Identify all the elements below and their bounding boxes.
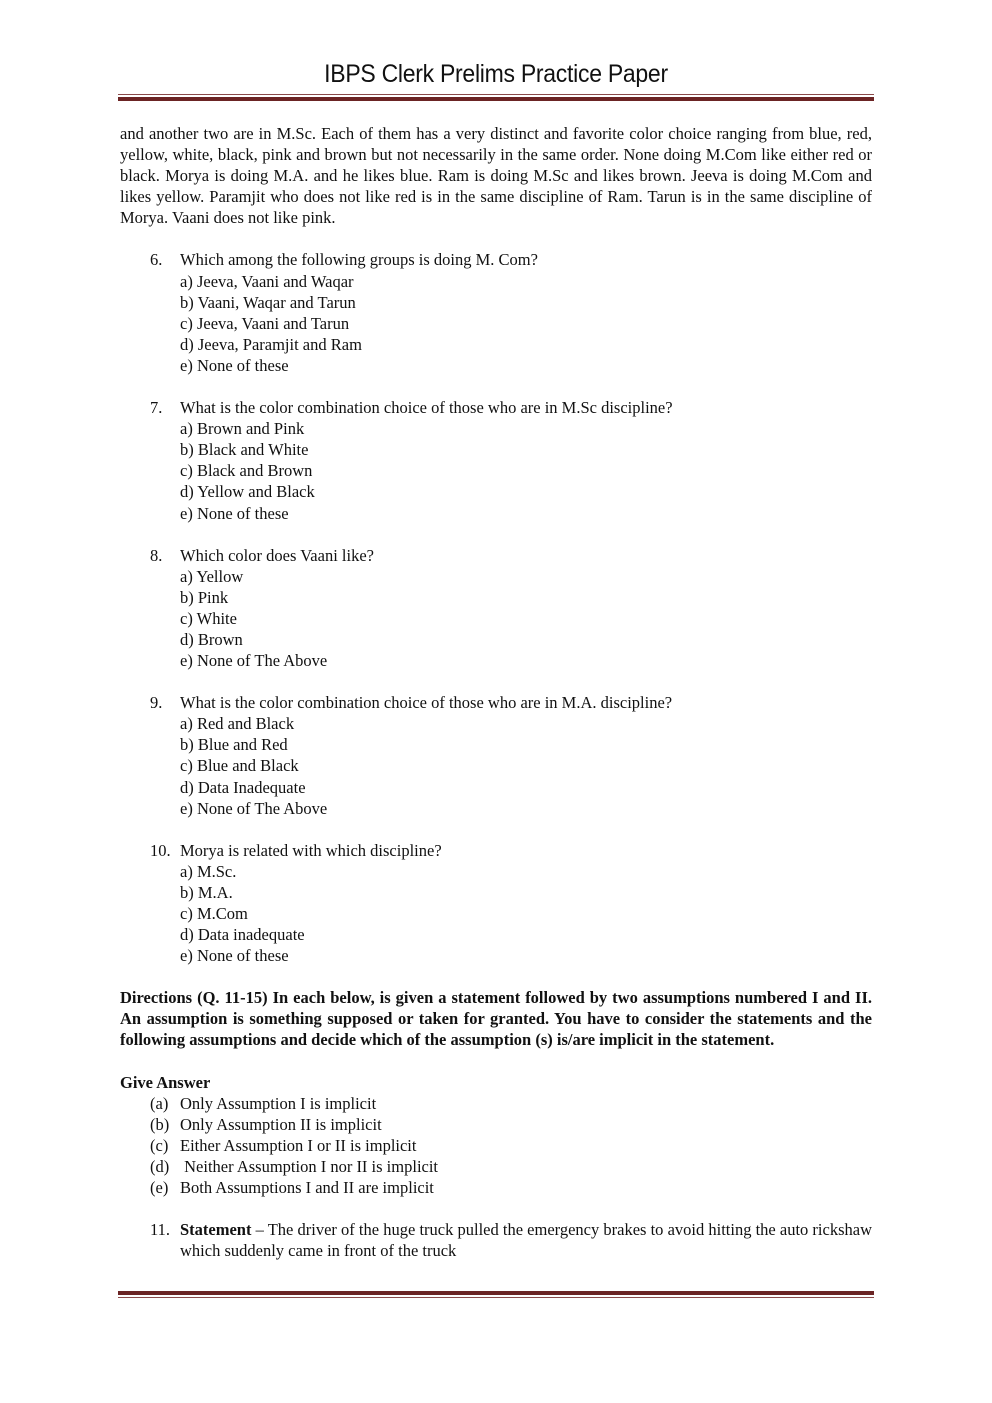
answer-option: a) Brown and Pink <box>180 419 305 439</box>
footer-rule-thick <box>118 1291 874 1295</box>
header-rule-thick <box>118 97 874 101</box>
answer-option: c) M.Com <box>180 904 248 923</box>
answer-key-option <box>120 1177 872 1198</box>
page-title: IBPS Clerk Prelims Practice Paper <box>324 60 668 88</box>
question-block <box>120 249 872 376</box>
answer-option: b) M.A. <box>180 882 233 902</box>
option-text: Neither Assumption I nor II is implicit <box>180 1156 439 1176</box>
question-block <box>120 397 872 524</box>
answer-key-option <box>120 1156 872 1177</box>
option-text: Only Assumption II is implicit <box>180 1114 382 1134</box>
header-rule-thin <box>118 94 874 95</box>
question-number: 6. <box>150 250 163 270</box>
question-text: What is the color combination choice of those who are in M.Sc discipline? <box>180 398 673 418</box>
option-letter: (c) <box>150 1135 169 1155</box>
answer-option: c) Black and Brown <box>180 461 313 481</box>
option-text: Only Assumption I is implicit <box>180 1093 377 1113</box>
question-number: 8. <box>150 545 163 565</box>
option-letter: (a) <box>150 1093 169 1113</box>
answer-option: d) Jeeva, Paramjit and Ram <box>180 334 362 354</box>
passage: and another two are in M.Sc. Each of them has a very distinct and favorite color choice ranging from blue, red, yellow, white, black, pink and brown but not necessarily in the same order. None doing M.Com like either red or black. Morya is doing M.A. and he likes blue. Ram is doing M.Sc and likes brown. Jeeva is doing M.Com and likes yellow. Paramjit who does not like red is in the same discipline of Ram. Tarun is in the same discipline of Morya. Vaani does not like pink. <box>120 124 872 228</box>
answer-option: d) Data inadequate <box>180 925 305 945</box>
answer-option: b) Black and White <box>180 440 309 460</box>
statement-text: – The driver of the huge truck pulled the emergency brakes to avoid hitting the auto rickshaw which suddenly came in front of the truck <box>180 1220 872 1261</box>
answer-option: b) Pink <box>180 587 229 607</box>
answer-option: e) None of The Above <box>180 798 328 818</box>
give-answer-title: Give Answer <box>120 1072 211 1092</box>
answer-option: e) None of these <box>180 503 289 523</box>
answer-option: d) Brown <box>180 629 243 649</box>
answer-option: a) Jeeva, Vaani and Waqar <box>180 271 354 291</box>
option-letter: (d) <box>150 1156 170 1176</box>
answer-option: e) None of these <box>180 946 289 966</box>
option-text: Either Assumption I or II is implicit <box>180 1135 417 1155</box>
question-text: Which among the following groups is doing M. Com? <box>180 250 538 270</box>
answer-option: e) None of these <box>180 355 289 375</box>
answer-option: c) Blue and Black <box>180 756 299 776</box>
answer-option: d) Yellow and Black <box>180 482 315 502</box>
page-content <box>120 123 872 1261</box>
question-number: 7. <box>150 398 163 418</box>
option-letter: (e) <box>150 1178 169 1198</box>
answer-option: a) M.Sc. <box>180 861 237 881</box>
question-block <box>120 545 872 672</box>
question-text: Morya is related with which discipline? <box>180 840 442 860</box>
question-number: 10. <box>150 840 171 860</box>
answer-option: b) Blue and Red <box>180 735 288 755</box>
question-number: 11. <box>150 1220 171 1240</box>
footer-rule-thin <box>118 1297 874 1298</box>
answer-option: a) Red and Black <box>180 714 295 734</box>
question-number: 9. <box>150 693 163 713</box>
option-letter: (b) <box>150 1114 170 1134</box>
question-block <box>120 840 872 967</box>
question-text: Which color does Vaani like? <box>180 545 374 565</box>
answer-option: b) Vaani, Waqar and Tarun <box>180 292 356 312</box>
answer-option: d) Data Inadequate <box>180 777 306 797</box>
answer-key-option <box>120 1093 872 1114</box>
answer-key-option <box>120 1114 872 1135</box>
answer-option: c) Jeeva, Vaani and Tarun <box>180 313 350 333</box>
statement-label: Statement <box>180 1220 252 1240</box>
answer-key-option <box>120 1135 872 1156</box>
option-text: Both Assumptions I and II are implicit <box>180 1178 434 1198</box>
answer-option: c) White <box>180 608 237 628</box>
answer-option: e) None of The Above <box>180 651 328 671</box>
question-block <box>120 692 872 819</box>
answer-option: a) Yellow <box>180 566 244 586</box>
directions: Directions (Q. 11-15) In each below, is given a statement followed by two assumptions numbered I and II. An assumption is something supposed or taken for granted. You have to consider the statements and the following assumptions and decide which of the assumption (s) is/are implicit in the statement. <box>120 988 872 1050</box>
question-11 <box>120 1219 872 1261</box>
question-text: What is the color combination choice of those who are in M.A. discipline? <box>180 693 673 713</box>
